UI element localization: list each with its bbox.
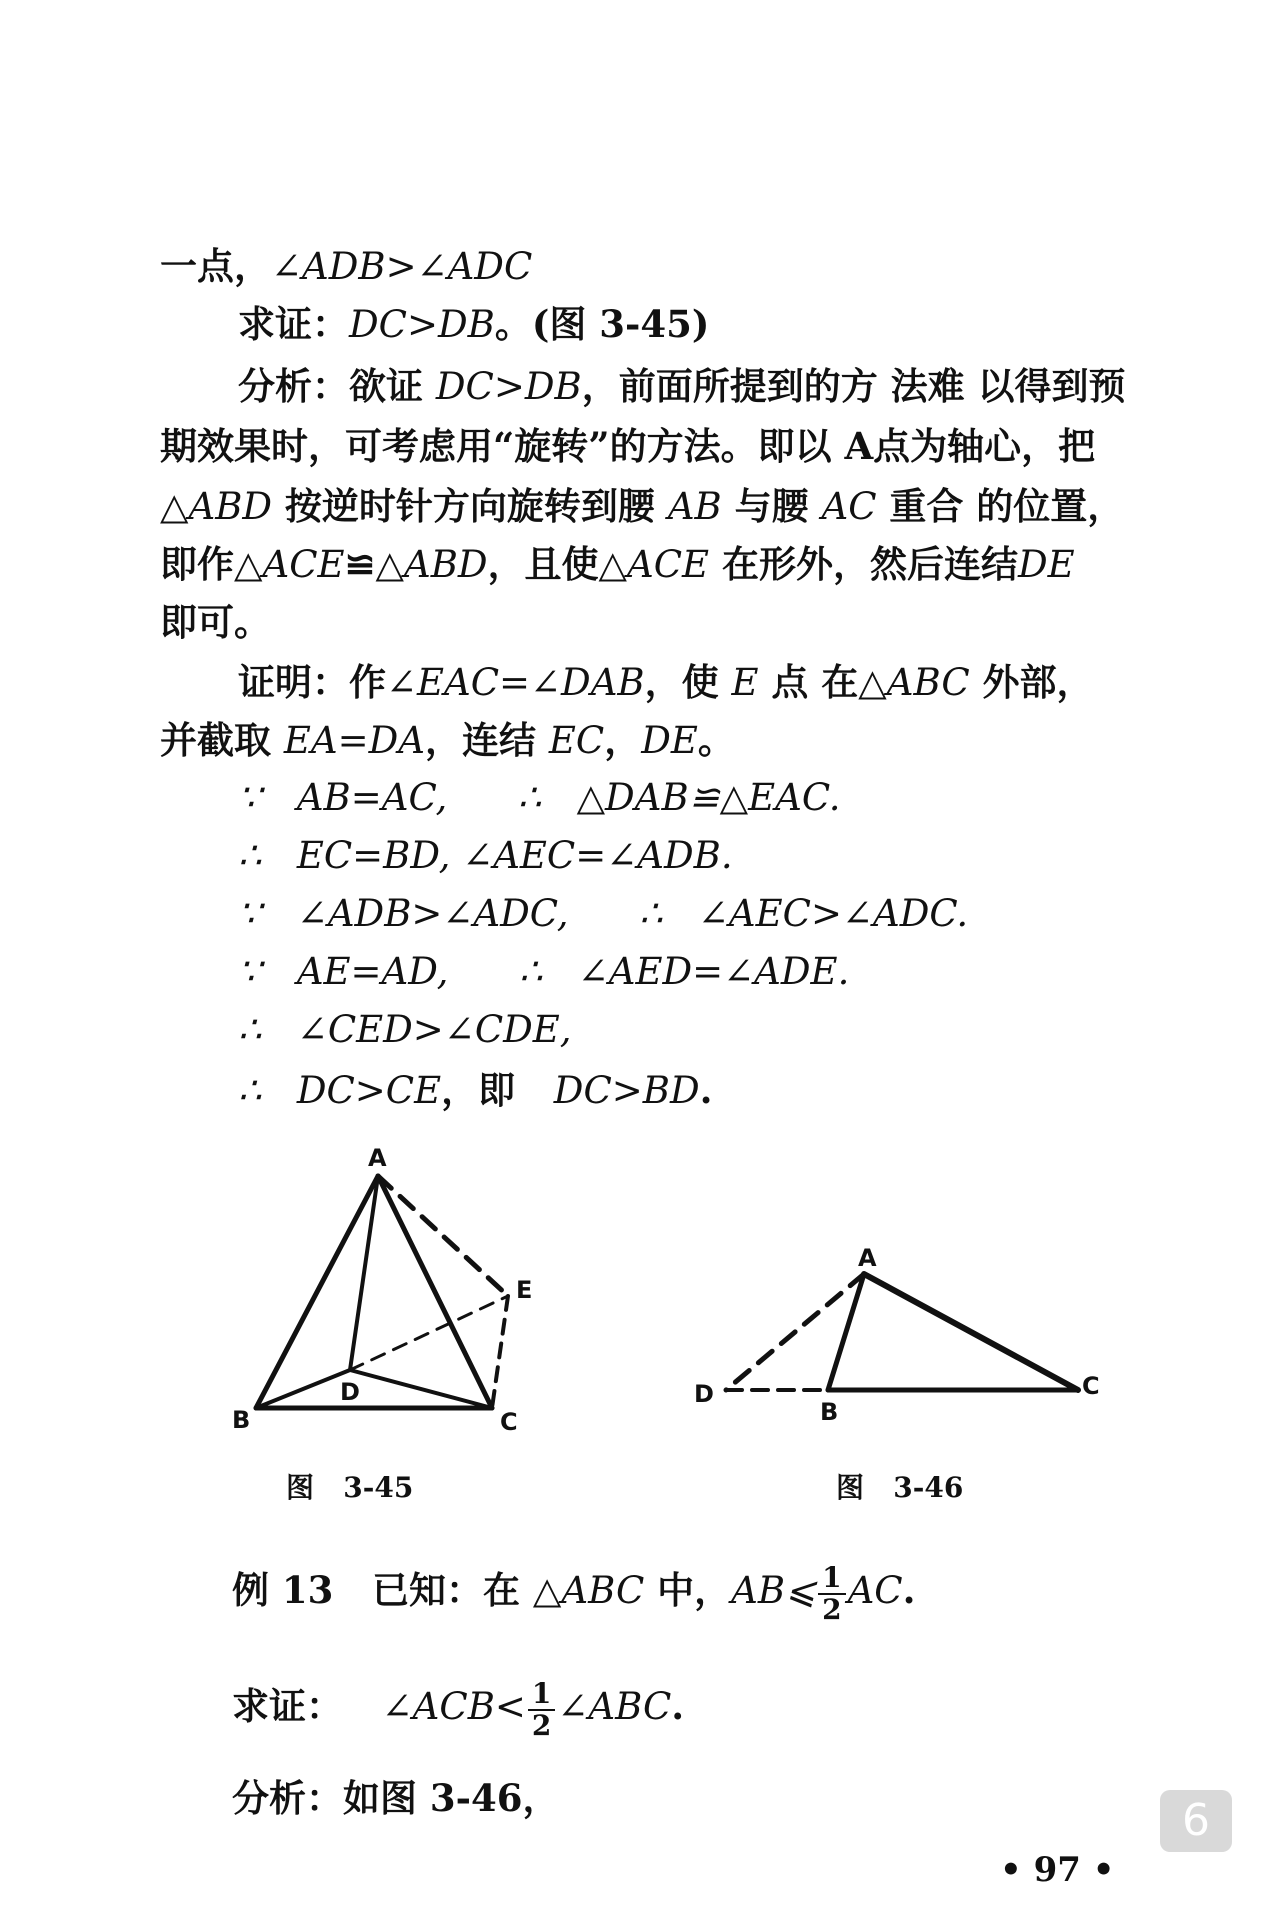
figure-3-45	[220, 1140, 580, 1440]
page-number: • 97 •	[1000, 1850, 1115, 1890]
analysis-line: 分析：如图 3-46，	[232, 1776, 560, 1820]
text-line-1: 一点，∠ADB>∠ADC	[160, 244, 533, 288]
proof-line-4: ∵ AE=AD, ∴ ∠AED=∠ADE.	[238, 950, 850, 993]
edge-AC	[378, 1176, 492, 1408]
point-label-D: D	[340, 1378, 360, 1406]
page-badge: 6	[1160, 1790, 1232, 1852]
point-label-C: C	[500, 1408, 518, 1436]
figure-3-46	[680, 1230, 1100, 1430]
fraction-one-half: $\frac{1}{2}$	[818, 1563, 845, 1625]
text-line-4: 期效果时，可考虑用“旋转”的方法。即以 A点为轴心，把	[160, 424, 1096, 468]
edge-AC	[864, 1274, 1078, 1390]
edge-EC-dashed	[492, 1296, 508, 1408]
text-line-7: 即可。	[160, 600, 271, 644]
point-label-C: C	[1082, 1372, 1100, 1400]
point-label-A: A	[368, 1144, 387, 1172]
example-13-line: 例 13 已知：在 △ABC 中，AB⩽ $\frac{1}{2}$ AC.	[232, 1560, 916, 1626]
proof-line-1: ∵ AB=AC, ∴ △DAB≌△EAC.	[238, 776, 841, 819]
fraction-one-half-2: $\frac{1}{2}$	[528, 1679, 555, 1741]
point-label-A: A	[858, 1244, 877, 1272]
text-line-8: 证明：作∠EAC=∠DAB，使 E 点 在△ABC 外部，	[238, 660, 1094, 704]
edge-AD-dashed	[726, 1274, 864, 1390]
prove-line: 求证： ∠ACB< $\frac{1}{2}$ ∠ABC.	[232, 1676, 685, 1742]
point-label-B: B	[820, 1398, 839, 1426]
point-label-D: D	[694, 1380, 714, 1408]
point-label-B: B	[232, 1406, 251, 1434]
proof-line-5: ∴ ∠CED>∠CDE,	[238, 1008, 572, 1051]
edge-AE-dashed	[378, 1176, 508, 1296]
figure-caption-3-46: 图 3-46	[836, 1471, 964, 1504]
proof-line-2: ∴ EC=BD, ∠AEC=∠ADB.	[238, 834, 733, 877]
proof-line-3: ∵ ∠ADB>∠ADC, ∴ ∠AEC>∠ADC.	[238, 892, 969, 935]
text-line-9: 并截取 EA=DA，连结 EC，DE。	[160, 718, 735, 762]
text-line-3: 分析：欲证 DC>DB，前面所提到的方 法难 以得到预	[238, 364, 1126, 408]
edge-DC	[350, 1370, 492, 1408]
proof-line-6: ∴ DC>CE，即 DC>BD.	[238, 1068, 713, 1112]
text-line-2: 求证：DC>DB。(图 3-45)	[238, 302, 710, 346]
text-line-5: △ABD 按逆时针方向旋转到腰 AB 与腰 AC 重合 的位置，	[160, 484, 1125, 528]
point-label-E: E	[516, 1276, 533, 1304]
edge-AB	[828, 1274, 864, 1390]
edge-DE-dashed	[350, 1296, 508, 1370]
edge-BD	[256, 1370, 350, 1408]
figure-caption-3-45: 图 3-45	[286, 1471, 414, 1504]
text-line-6: 即作△ACE≌△ABD，且使△ACE 在形外，然后连结DE	[160, 542, 1075, 586]
